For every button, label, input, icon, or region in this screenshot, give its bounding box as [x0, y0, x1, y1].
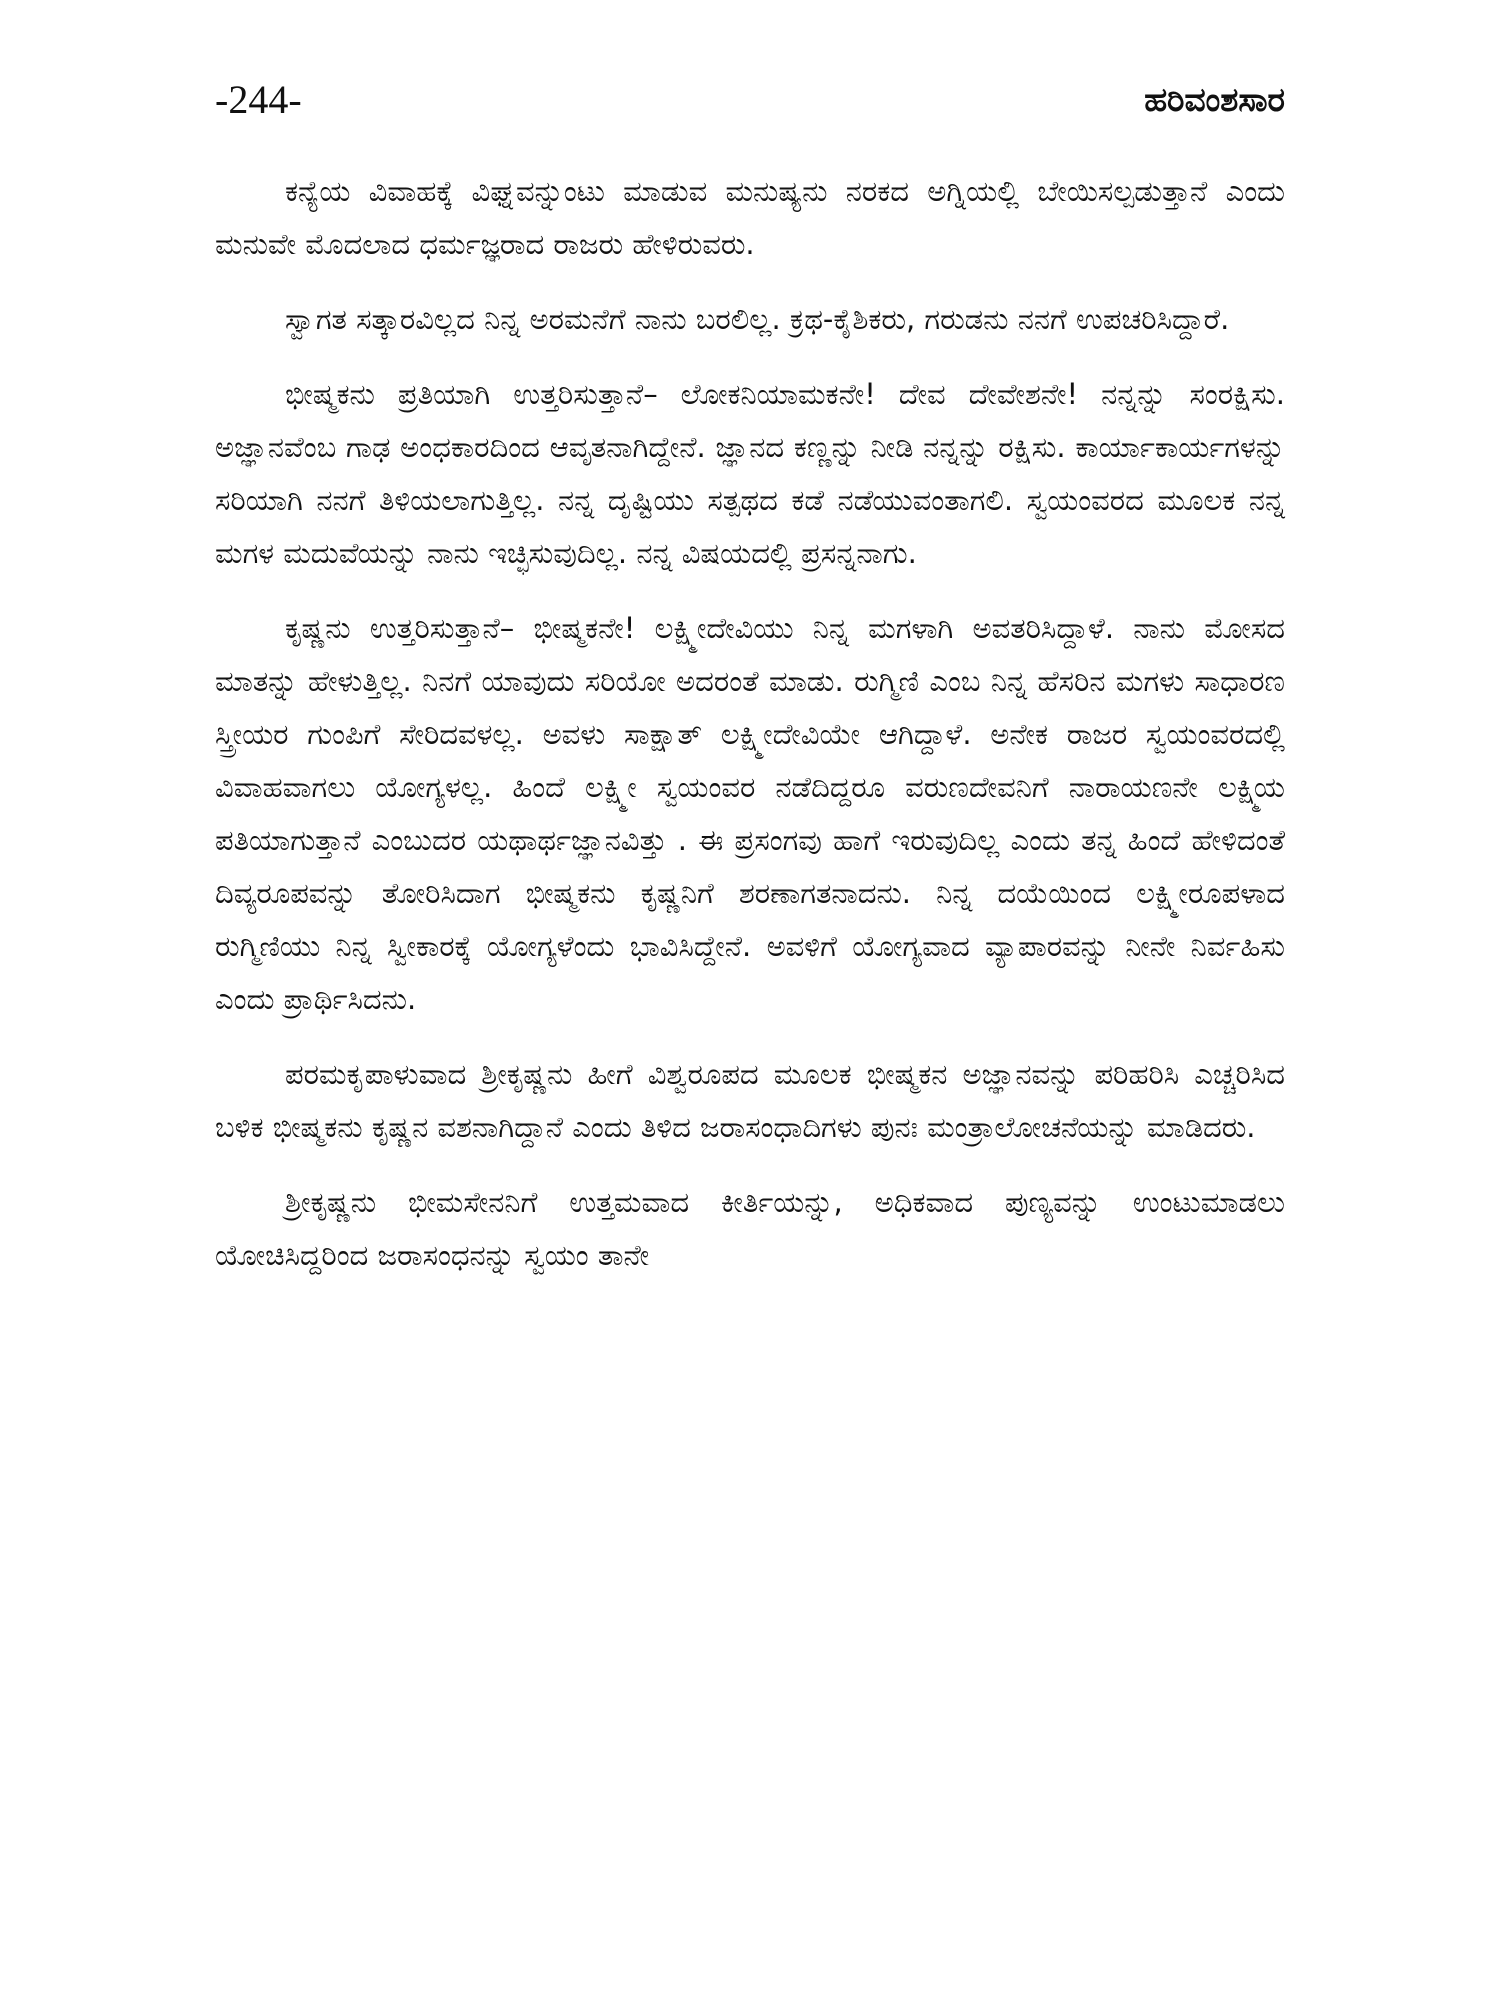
page-header — [215, 70, 1285, 130]
page-number: -244- — [215, 77, 302, 122]
body-text — [215, 165, 1285, 1304]
paragraph: ಶ್ರೀಕೃಷ್ಣನು ಭೀಮಸೇನನಿಗೆ ಉತ್ತಮವಾದ ಕೀರ್ತಿಯನ್ನು, ಅಧಿಕವಾದ ಪುಣ್ಯವನ್ನು ಉಂಟುಮಾಡಲು ಯೋಚಿಸಿದ್ದರಿಂದ ಜರಾಸಂಧನನ್ನು ಸ್ವಯಂ ತಾನೇ — [215, 1185, 1285, 1272]
paragraph: ಸ್ವಾಗತ ಸತ್ಕಾರವಿಲ್ಲದ ನಿನ್ನ ಅರಮನೆಗೆ ನಾನು ಬರಲಿಲ್ಲ. ಕ್ರಥ-ಕೈಶಿಕರು, ಗರುಡನು ನನಗೆ ಉಪಚರಿಸಿದ್ದಾರೆ. — [285, 302, 1230, 336]
paragraph: ಕನ್ಯೆಯ ವಿವಾಹಕ್ಕೆ ವಿಘ್ನವನ್ನುಂಟು ಮಾಡುವ ಮನುಷ್ಯನು ನರಕದ ಅಗ್ನಿಯಲ್ಲಿ ಬೇಯಿಸಲ್ಪಡುತ್ತಾನೆ ಎಂದು ಮನುವೇ ಮೊದಲಾದ ಧರ್ಮಜ್ಞರಾದ ರಾಜರು ಹೇಳಿರುವರು. — [215, 174, 1285, 261]
paragraph: ಪರಮಕೃಪಾಳುವಾದ ಶ್ರೀಕೃಷ್ಣನು ಹೀಗೆ ವಿಶ್ವರೂಪದ ಮೂಲಕ ಭೀಷ್ಮಕನ ಅಜ್ಞಾನವನ್ನು ಪರಿಹರಿಸಿ ಎಚ್ಚರಿಸಿದ ಬಳಿಕ ಭೀಷ್ಮಕನು ಕೃಷ್ಣನ ವಶನಾಗಿದ್ದಾನೆ ಎಂದು ತಿಳಿದ ಜರಾಸಂಧಾದಿಗಳು ಪುನಃ ಮಂತ್ರಾಲೋಚನೆಯನ್ನು ಮಾಡಿದರು. — [215, 1057, 1285, 1144]
book-title: ಹರಿವಂಶಸಾರ — [1144, 80, 1285, 119]
paragraph: ಕೃಷ್ಣನು ಉತ್ತರಿಸುತ್ತಾನೆ– ಭೀಷ್ಮಕನೇ! ಲಕ್ಷ್ಮೀದೇವಿಯು ನಿನ್ನ ಮಗಳಾಗಿ ಅವತರಿಸಿದ್ದಾಳೆ. ನಾನು ಮೋಸದ ಮಾತನ್ನು ಹೇಳುತ್ತಿಲ್ಲ. ನಿನಗೆ ಯಾವುದು ಸರಿಯೋ ಅದರಂತೆ ಮಾಡು. ರುಗ್ಮಿಣಿ ಎಂಬ ನಿನ್ನ ಹೆಸರಿನ ಮಗಳು ಸಾಧಾರಣ ಸ್ತ್ರೀಯರ ಗುಂಪಿಗೆ ಸೇರಿದವಳಲ್ಲ. ಅವಳು ಸಾಕ್ಷಾತ್ ಲಕ್ಷ್ಮೀದೇವಿಯೇ ಆಗಿದ್ದಾಳೆ. ಅನೇಕ ರಾಜರ ಸ್ವಯಂವರದಲ್ಲಿ ವಿವಾಹವಾಗಲು ಯೋಗ್ಯಳಲ್ಲ. ಹಿಂದೆ ಲಕ್ಷ್ಮೀ ಸ್ವಯಂವರ ನಡೆದಿದ್ದರೂ ವರುಣದೇವನಿಗೆ ನಾರಾಯಣನೇ ಲಕ್ಷ್ಮಿಯ ಪತಿಯಾಗುತ್ತಾನೆ ಎಂಬುದರ ಯಥಾರ್ಥಜ್ಞಾನವಿತ್ತು . ಈ ಪ್ರಸಂಗವು ಹಾಗೆ ಇರುವುದಿಲ್ಲ ಎಂದು ತನ್ನ ಹಿಂದೆ ಹೇಳಿದಂತೆ ದಿವ್ಯರೂಪವನ್ನು ತೋರಿಸಿದಾಗ ಭೀಷ್ಮಕನು ಕೃಷ್ಣನಿಗೆ ಶರಣಾಗತನಾದನು. ನಿನ್ನ ದಯೆಯಿಂದ ಲಕ್ಷ್ಮೀರೂಪಳಾದ ರುಗ್ಮಿಣಿಯು ನಿನ್ನ ಸ್ವೀಕಾರಕ್ಕೆ ಯೋಗ್ಯಳೆಂದು ಭಾವಿಸಿದ್ದೇನೆ. ಅವಳಿಗೆ ಯೋಗ್ಯವಾದ ವ್ಯಾಪಾರವನ್ನು ನೀನೇ ನಿರ್ವಹಿಸು ಎಂದು ಪ್ರಾರ್ಥಿಸಿದನು. — [215, 611, 1285, 1016]
paragraph: ಭೀಷ್ಮಕನು ಪ್ರತಿಯಾಗಿ ಉತ್ತರಿಸುತ್ತಾನೆ– ಲೋಕನಿಯಾಮಕನೇ! ದೇವ ದೇವೇಶನೇ! ನನ್ನನ್ನು ಸಂರಕ್ಷಿಸು. ಅಜ್ಞಾನವೆಂಬ ಗಾಢ ಅಂಧಕಾರದಿಂದ ಆವೃತನಾಗಿದ್ದೇನೆ. ಜ್ಞಾನದ ಕಣ್ಣನ್ನು ನೀಡಿ ನನ್ನನ್ನು ರಕ್ಷಿಸು. ಕಾರ್ಯಾಕಾರ್ಯಗಳನ್ನು ಸರಿಯಾಗಿ ನನಗೆ ತಿಳಿಯಲಾಗುತ್ತಿಲ್ಲ. ನನ್ನ ದೃಷ್ಟಿಯು ಸತ್ಪಥದ ಕಡೆ ನಡೆಯುವಂತಾಗಲಿ. ಸ್ವಯಂವರದ ಮೂಲಕ ನನ್ನ ಮಗಳ ಮದುವೆಯನ್ನು ನಾನು ಇಚ್ಛಿಸುವುದಿಲ್ಲ. ನನ್ನ ವಿಷಯದಲ್ಲಿ ಪ್ರಸನ್ನನಾಗು. — [215, 377, 1285, 570]
